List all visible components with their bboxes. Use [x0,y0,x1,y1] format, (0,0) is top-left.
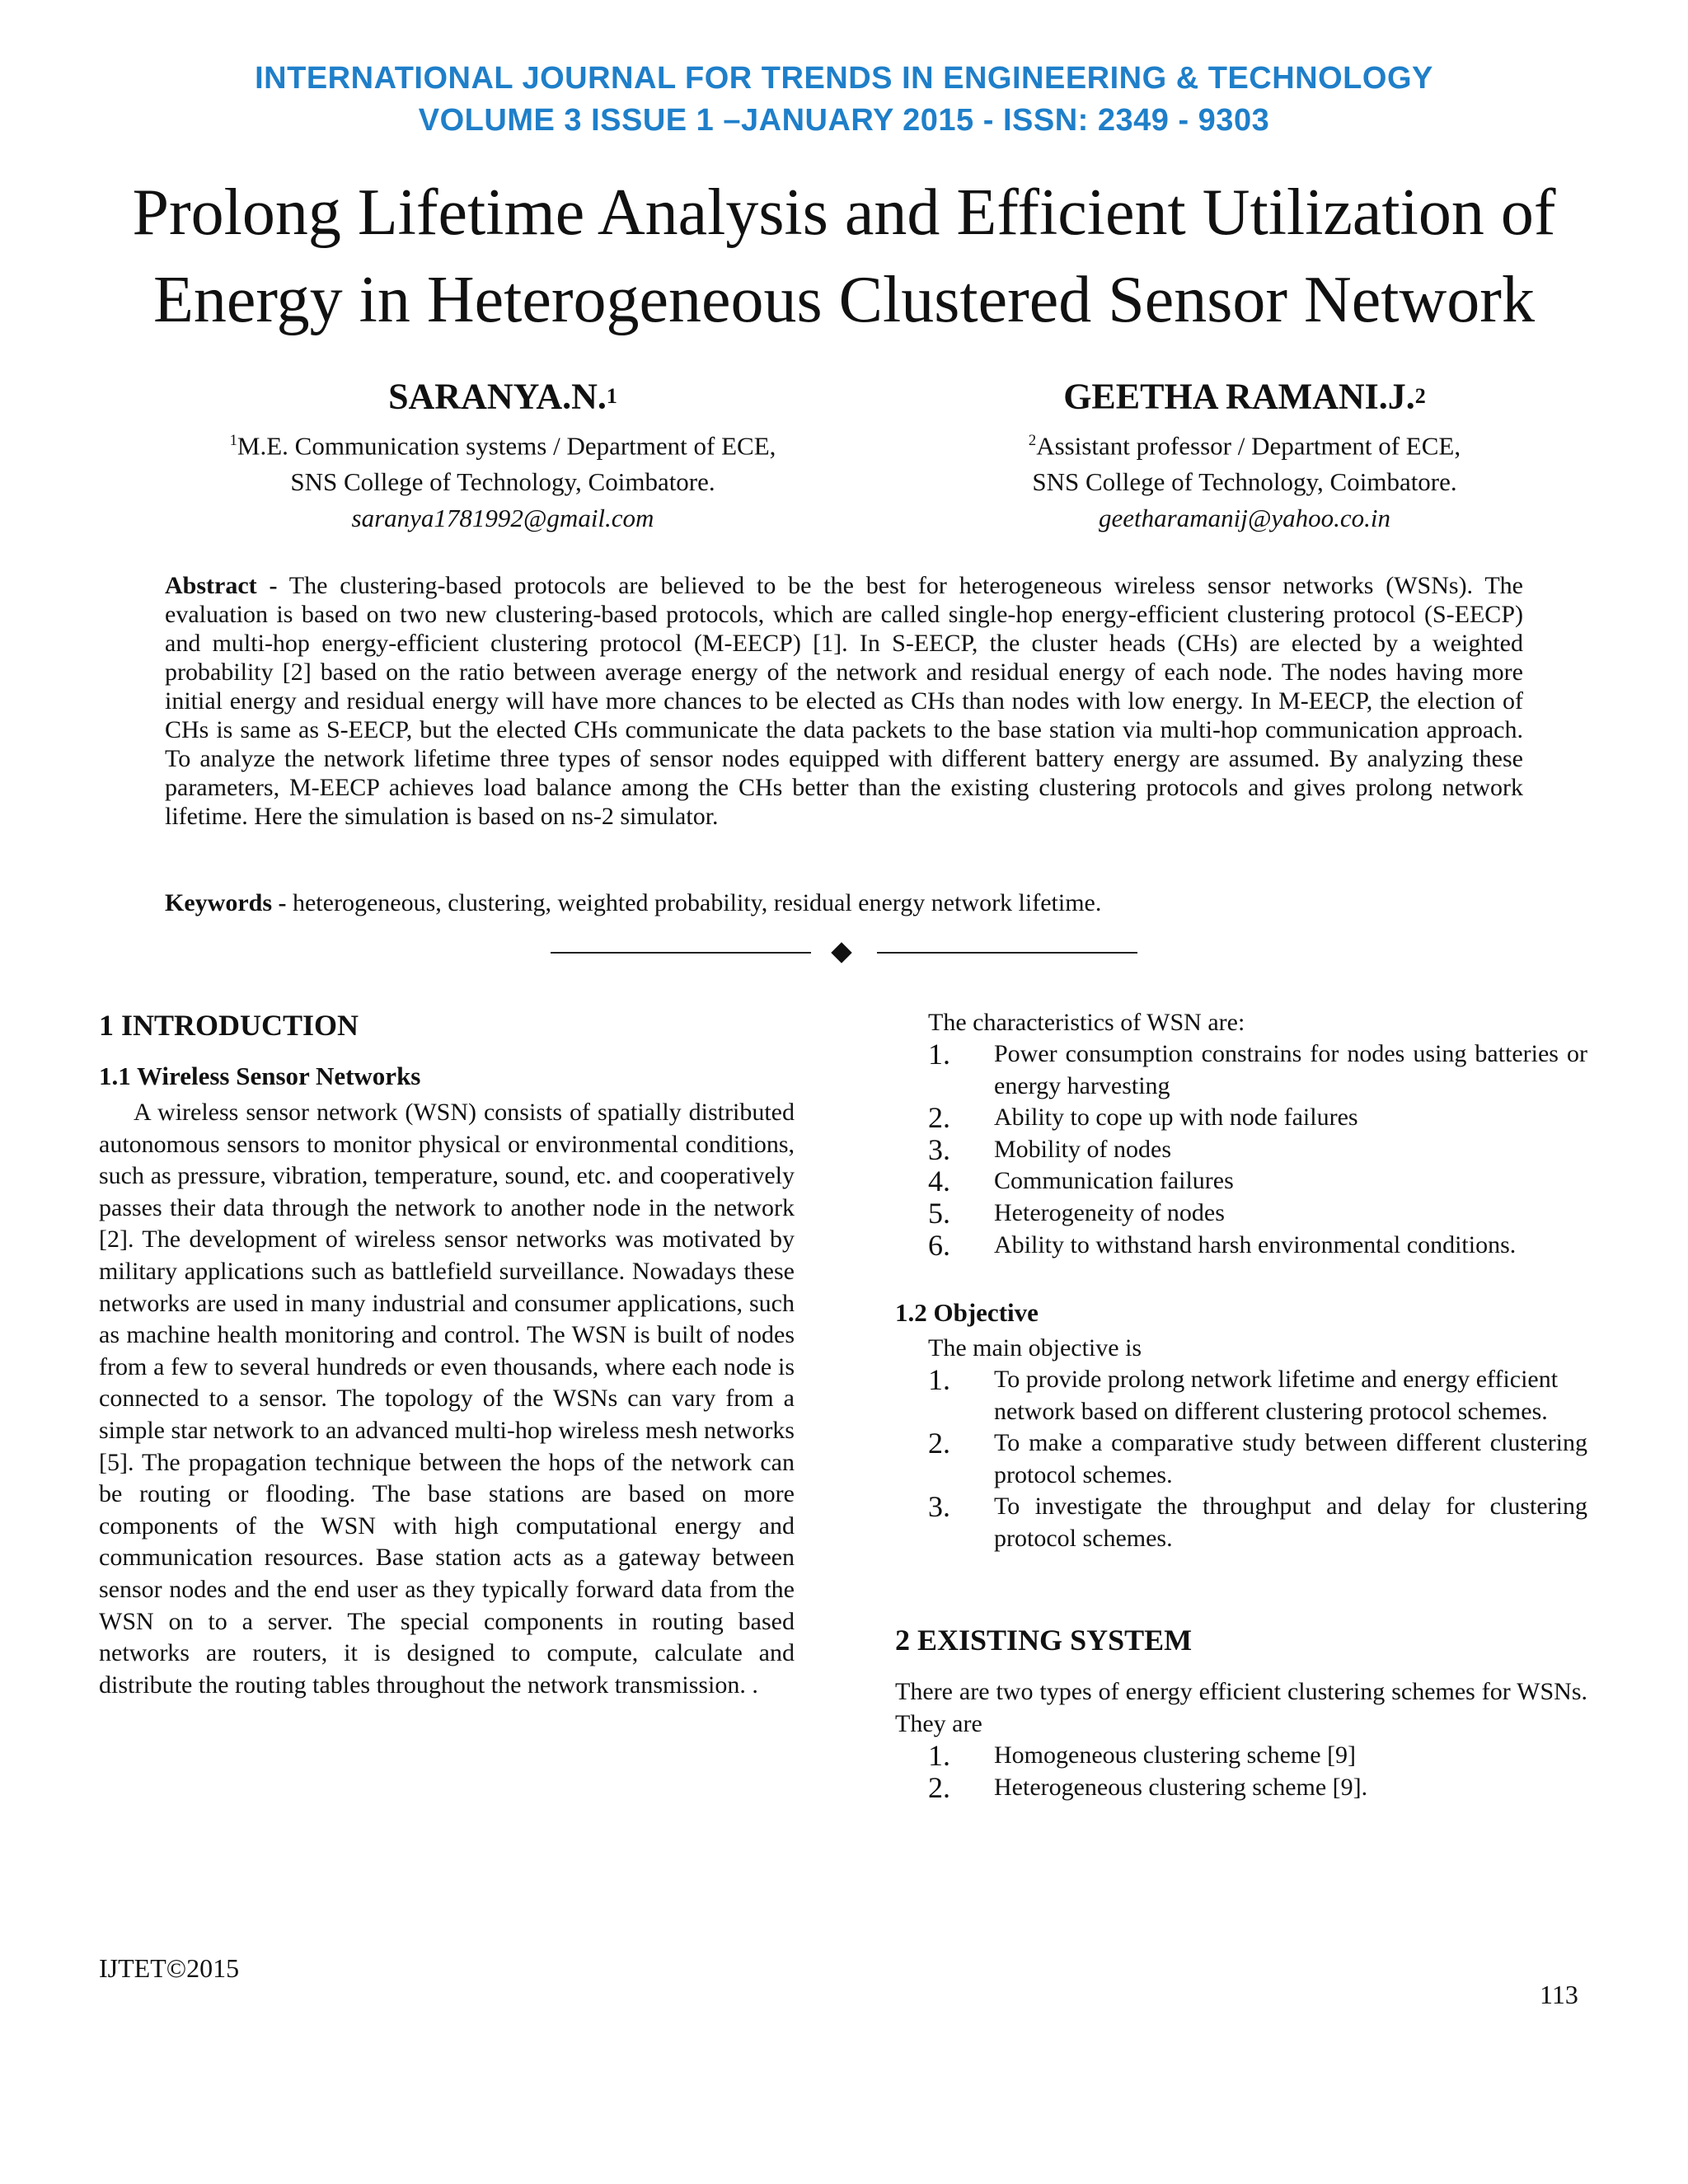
objective-intro: The main objective is [928,1334,1142,1361]
affiliation-line2: SNS College of Technology, Coimbatore. [290,467,715,497]
affiliation-line2: SNS College of Technology, Coimbatore. [1032,467,1457,497]
subsection-heading-objective: 1.2 Objective [895,1298,1039,1327]
list-number: 2. [928,1427,950,1460]
list-text: Ability to cope up with node failures [994,1104,1358,1132]
list-number: 1. [928,1739,950,1772]
list-item [928,1772,1587,1804]
abstract [165,571,1523,831]
list-text: To investigate the throughput and delay for clustering protocol schemes. [994,1493,1587,1552]
objectives-list [928,1364,1587,1555]
author-email[interactable]: saranya1781992@gmail.com [351,504,654,533]
list-item [928,1197,1587,1230]
affiliation-line1: M.E. Communication systems / Department of ECE, [237,431,776,461]
section-heading-existing-system: 2 EXISTING SYSTEM [895,1624,1193,1657]
list-item [928,1134,1587,1166]
list-number: 5. [928,1196,950,1230]
copyright: IJTET©2015 [99,1953,240,1983]
characteristics-list [928,1038,1587,1261]
list-number: 6. [928,1228,950,1262]
section-heading-introduction: 1 INTRODUCTION [99,1009,359,1042]
list-number: 1. [928,1038,950,1071]
separator-left-rule [551,952,811,954]
author-2-affiliation [907,423,1582,537]
keywords [165,888,1523,918]
separator-diamond-icon [831,942,851,963]
list-item [928,1038,1587,1102]
list-item [928,1740,1587,1772]
list-text: Homogeneous clustering scheme [9] [994,1741,1357,1769]
author-email[interactable]: geetharamanij@yahoo.co.in [1099,504,1390,533]
author-name: GEETHA RAMANI.J. [1063,376,1415,417]
keywords-label: Keywords - [165,889,287,916]
existing-list [928,1740,1587,1803]
characteristics-intro: The characteristics of WSN are: [928,1009,1245,1036]
author-1-name [165,375,841,418]
list-number: 4. [928,1165,950,1198]
list-text: Communication failures [994,1167,1234,1195]
list-number: 1. [928,1363,950,1396]
list-number: 2. [928,1770,950,1804]
separator-right-rule [877,952,1137,954]
author-sup: 2 [1414,384,1426,408]
list-item [928,1491,1587,1554]
author-sup: 1 [606,384,617,408]
list-text: Heterogeneity of nodes [994,1198,1225,1226]
list-text: Power consumption constrains for nodes using batteries or energy harvesting [994,1040,1587,1099]
author-name: SARANYA.N. [388,376,607,417]
abstract-text: The clustering-based protocols are believed to be the best for heterogeneous wireless sensor networks (WSNs). The evaluation is based on two new clustering-based protocols, which are called single-hop energy-efficient clustering protocol (S-EECP) and multi-hop energy-efficient clustering protocol (M-EECP) [1]. In S-EECP, the cluster heads (CHs) are elected by a weighted probability [2] based on the ratio between average energy of the network and residual energy of each node. The nodes having more initial energy and residual energy will have more chances to be elected as CHs than nodes with low energy. In M-EECP, the election of CHs is same as S-EECP, but the elected CHs communicate the data packets to the base station via multi-hop communication approach. To analyze the network lifetime three types of sensor nodes equipped with different battery energy are assumed. By analyzing these parameters, M-EECP achieves load balance among the CHs better than the existing clustering protocols and gives prolong network lifetime. Here the simulation is based on ns-2 simulator. [165,572,1523,830]
author-1-affiliation [165,423,841,537]
paper-title-line2: Energy in Heterogeneous Clustered Sensor Network [153,264,1535,336]
wsn-paragraph: A wireless sensor network (WSN) consists of spatially distributed autonomous sensors to monitor physical or environmental conditions, such as pressure, vibration, temperature, sound, etc. and cooperatively passes their data through the network to another node in the network [2]. The development of wireless sensor networks was motivated by military applications such as battlefield surveillance. Nowadays these networks are used in many industrial and consumer applications, such as machine health monitoring and control. The WSN is built of nodes from a few to several hundreds or even thousands, where each node is connected to a sensor. The topology of the WSNs can vary from a simple star network to an advanced multi-hop wireless mesh networks [5]. The propagation technique between the hops of the network can be routing or flooding. The base stations are based on more components of the WSN with high computational energy and communication resources. Base station acts as a gateway between sensor nodes and the end user as they typically forward data from the WSN on to a server. The special components in routing based networks are routers, it is designed to compute, calculate and distribute the routing tables throughout the network transmission. . [99,1099,795,1699]
affiliation-sup: 2 [1028,432,1037,449]
journal-name: INTERNATIONAL JOURNAL FOR TRENDS IN ENGINEERING & TECHNOLOGY [255,61,1433,96]
list-text: Mobility of nodes [994,1135,1171,1163]
affiliation-line1: Assistant professor / Department of ECE, [1036,431,1461,461]
paper-title-line1: Prolong Lifetime Analysis and Efficient Utilization of [132,176,1556,249]
keywords-text: heterogeneous, clustering, weighted probability, residual energy network lifetime. [292,889,1102,916]
list-text: To make a comparative study between different clustering protocol schemes. [994,1429,1587,1488]
existing-paragraph: There are two types of energy efficient clustering schemes for WSNs. They are [895,1678,1587,1737]
abstract-label: Abstract - [165,572,278,599]
subsection-heading-wsn: 1.1 Wireless Sensor Networks [99,1062,421,1090]
list-item [928,1230,1587,1262]
affiliation-sup: 1 [229,432,237,449]
page-number: 113 [1540,1980,1578,2009]
list-text: To provide prolong network lifetime and energy efficient network based on different clustering protocol schemes. [994,1366,1559,1425]
list-number: 3. [928,1490,950,1524]
list-item [928,1165,1587,1197]
list-number: 3. [928,1132,950,1166]
list-item [928,1102,1587,1134]
journal-issue: VOLUME 3 ISSUE 1 –JANUARY 2015 - ISSN: 2349 - 9303 [418,103,1270,138]
list-text: Ability to withstand harsh environmental conditions. [994,1230,1517,1258]
author-2-name [907,375,1582,418]
list-item [928,1364,1587,1427]
list-text: Heterogeneous clustering scheme [9]. [994,1773,1368,1801]
list-item [928,1427,1587,1491]
list-number: 2. [928,1101,950,1135]
